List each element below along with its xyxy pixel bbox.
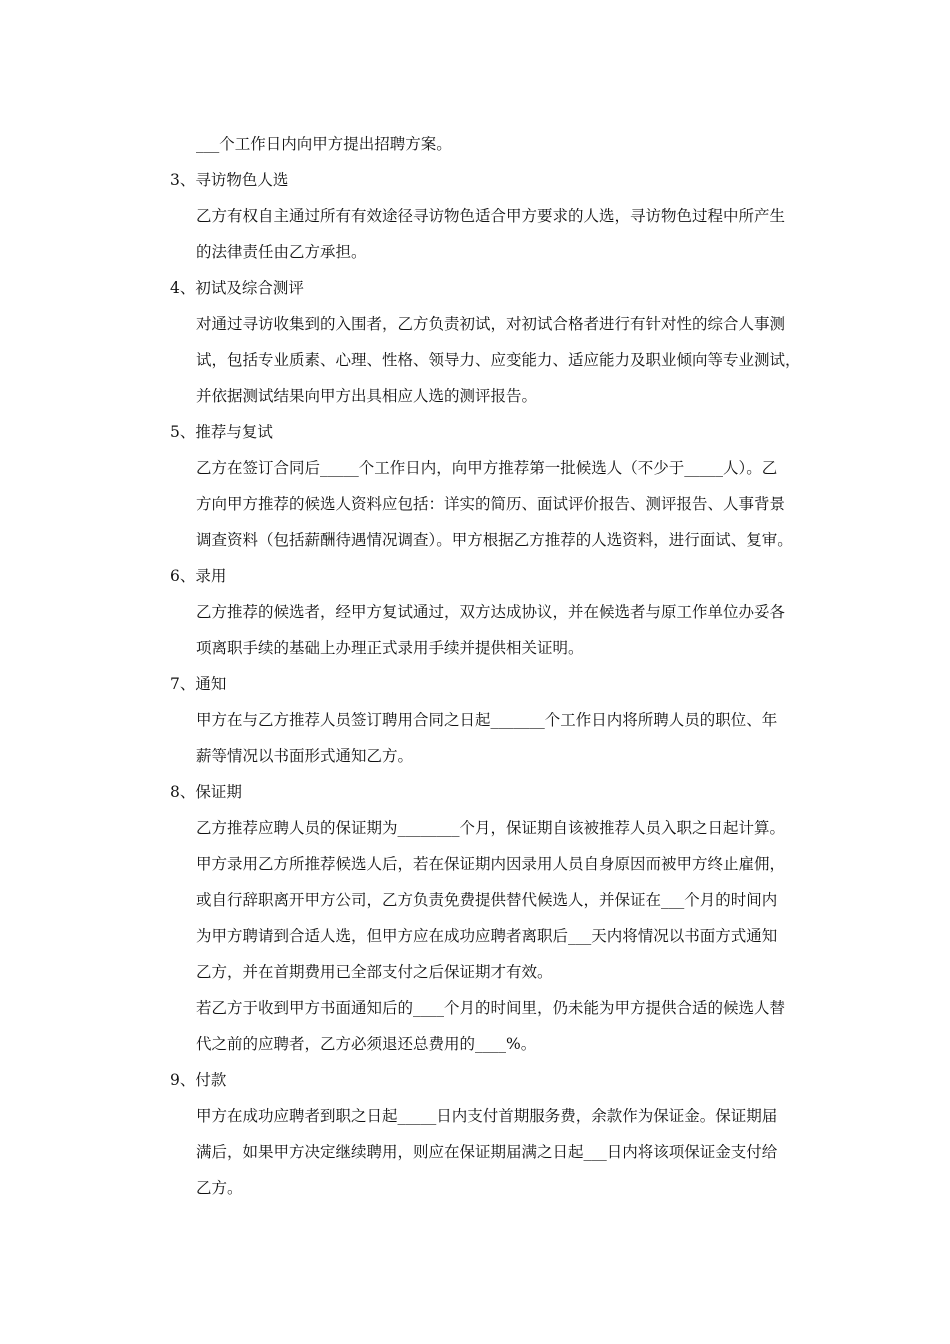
section-heading-3: 3、寻访物色人选 xyxy=(170,171,289,189)
paragraph-line: 或自行辞职离开甲方公司，乙方负责免费提供替代候选人，并保证在___个月的时间内 xyxy=(196,891,778,909)
paragraph-line: 为甲方聘请到合适人选，但甲方应在成功应聘者离职后___天内将情况以书面方式通知 xyxy=(196,927,778,945)
paragraph-line: 乙方推荐的候选者，经甲方复试通过，双方达成协议，并在候选者与原工作单位办妥各 xyxy=(196,603,786,621)
section-heading-6: 6、录用 xyxy=(170,567,227,585)
paragraph-line: 乙方推荐应聘人员的保证期为________个月，保证期自该被推荐人员入职之日起计算。 xyxy=(196,819,786,837)
paragraph-line: 乙方。 xyxy=(196,1179,243,1197)
paragraph-line: 的法律责任由乙方承担。 xyxy=(196,243,367,261)
section-heading-9: 9、付款 xyxy=(170,1071,227,1089)
paragraph-line: 若乙方于收到甲方书面通知后的____个月的时间里，仍未能为甲方提供合适的候选人替 xyxy=(196,999,786,1017)
paragraph-line: 乙方在签订合同后_____个工作日内，向甲方推荐第一批候选人（不少于_____人）。乙 xyxy=(196,459,778,477)
paragraph-line: 薪等情况以书面形式通知乙方。 xyxy=(196,747,414,765)
paragraph-line: 甲方在与乙方推荐人员签订聘用合同之日起_______个工作日内将所聘人员的职位、年 xyxy=(196,711,778,729)
section-heading-7: 7、通知 xyxy=(170,675,227,693)
paragraph-line: 甲方在成功应聘者到职之日起_____日内支付首期服务费，余款作为保证金。保证期届 xyxy=(196,1107,778,1125)
paragraph-line: ___个工作日内向甲方提出招聘方案。 xyxy=(196,135,452,153)
paragraph-line: 项离职手续的基础上办理正式录用手续并提供相关证明。 xyxy=(196,639,584,657)
paragraph-line: 甲方录用乙方所推荐候选人后，若在保证期内因录用人员自身原因而被甲方终止雇佣， xyxy=(196,855,786,873)
paragraph-line: 对通过寻访收集到的入围者，乙方负责初试，对初试合格者进行有针对性的综合人事测 xyxy=(196,315,786,333)
paragraph-line: 代之前的应聘者，乙方必须退还总费用的____%。 xyxy=(196,1035,537,1053)
paragraph-line: 满后，如果甲方决定继续聘用，则应在保证期届满之日起___日内将该项保证金支付给 xyxy=(196,1143,778,1161)
paragraph-line: 乙方有权自主通过所有有效途径寻访物色适合甲方要求的人选，寻访物色过程中所产生 xyxy=(196,207,786,225)
section-heading-5: 5、推荐与复试 xyxy=(170,423,273,441)
paragraph-line: 方向甲方推荐的候选人资料应包括：详实的简历、面试评价报告、测评报告、人事背景 xyxy=(196,495,786,513)
paragraph-line: 乙方，并在首期费用已全部支付之后保证期才有效。 xyxy=(196,963,553,981)
section-heading-8: 8、保证期 xyxy=(170,783,242,801)
section-heading-4: 4、初试及综合测评 xyxy=(170,279,304,297)
paragraph-line: 调查资料（包括薪酬待遇情况调查）。甲方根据乙方推荐的人选资料，进行面试、复审。 xyxy=(196,531,793,549)
paragraph-line: 试，包括专业质素、心理、性格、领导力、应变能力、适应能力及职业倾向等专业测试， xyxy=(196,351,801,369)
paragraph-line: 并依据测试结果向甲方出具相应人选的测评报告。 xyxy=(196,387,538,405)
